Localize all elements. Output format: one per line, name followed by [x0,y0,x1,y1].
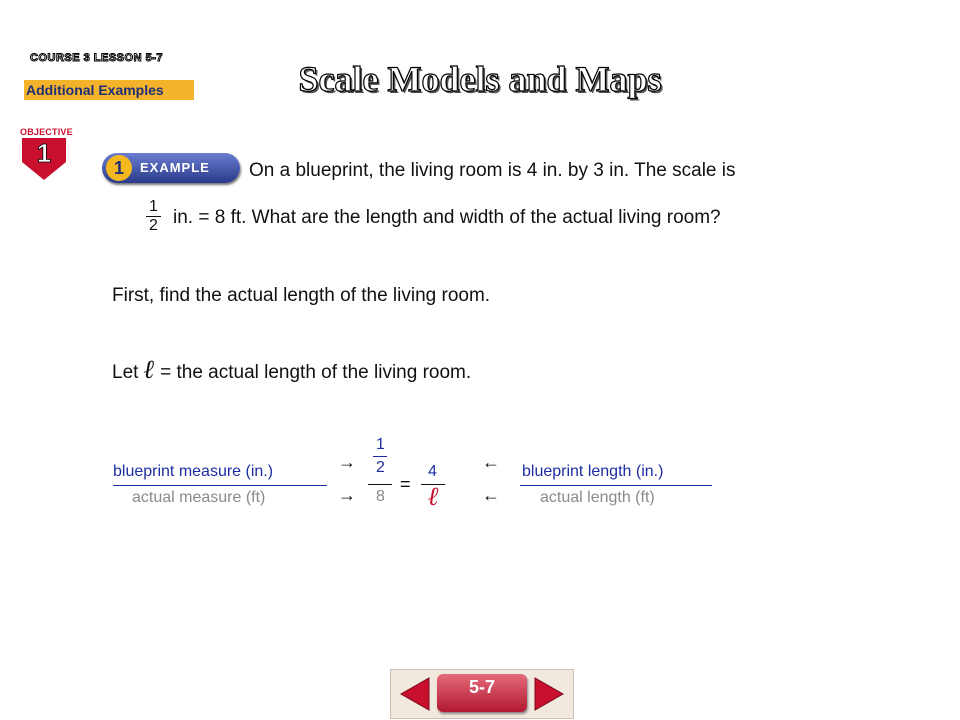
objective-label: OBJECTIVE [20,127,73,137]
right-label-divider [520,485,712,486]
frac2-top: 4 [428,463,437,480]
page-title: Scale Models and Maps [298,59,662,99]
lesson-button[interactable] [437,674,527,712]
scale-fraction-denominator: 2 [149,217,158,234]
objective-1-icon [22,138,88,182]
left-label-divider [113,485,327,486]
next-arrow-icon[interactable] [533,676,567,712]
let-suffix: = the actual length of the living room. [160,362,472,383]
arrow-right-top: → [338,452,356,472]
right-label-top: blueprint length (in.) [522,463,664,480]
step-first: First, find the actual length of the living room. [112,285,491,306]
let-prefix: Let [112,362,139,383]
example-badge [102,153,240,183]
example-label: EXAMPLE [140,160,210,175]
arrow-right-bottom: → [338,485,356,505]
scale-fraction [146,198,161,235]
scale-fraction-numerator: 1 [146,198,161,217]
arrow-left-bottom: ← [482,485,500,505]
problem-line-1: On a blueprint, the living room is 4 in. by 3 in. The scale is [249,160,736,181]
frac2-bottom: ℓ [428,482,440,511]
length-variable: ℓ [143,355,155,384]
course-lesson-label: COURSE 3 LESSON 5-7 [30,52,163,64]
problem-line-2: in. = 8 ft. What are the length and width of the actual living room? [173,207,721,228]
previous-arrow-icon[interactable] [397,676,431,712]
additional-examples-banner: Additional Examples [24,80,194,100]
right-label-bottom: actual length (ft) [540,489,655,506]
arrow-left-top: ← [482,452,500,472]
objective-number: 1 [36,138,52,168]
lesson-navigation [390,669,574,719]
equals-sign: = [400,474,411,494]
frac1-main-bar [368,484,392,485]
left-label-bottom: actual measure (ft) [132,489,266,506]
frac1-bottom: 8 [376,488,385,505]
example-number: 1 [106,155,132,181]
left-label-top: blueprint measure (in.) [113,463,274,480]
frac1-top-denominator: 2 [376,459,385,476]
frac1-inner-bar [373,456,387,457]
lesson-number: 5-7 [468,677,495,697]
step-let [112,355,471,385]
frac1-top-numerator: 1 [376,436,385,453]
